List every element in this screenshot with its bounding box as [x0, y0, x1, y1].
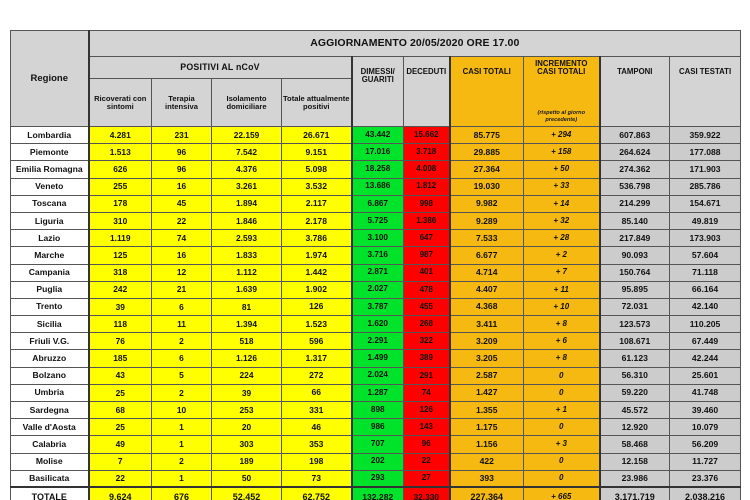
cell-totale-attualmente-positivi: 62.752	[282, 487, 352, 500]
cell-regione: Liguria	[11, 212, 89, 229]
cell-terapia-intensiva: 74	[152, 230, 212, 247]
header-casi-totali	[450, 57, 524, 127]
cell-isolamento-domiciliare: 7.542	[212, 144, 282, 161]
cell-dimessi-guariti: 2.027	[352, 281, 404, 298]
cell-deceduti: 74	[404, 384, 450, 401]
table-row	[11, 402, 741, 419]
cell-incremento: + 33	[524, 178, 600, 195]
cell-regione: Sardegna	[11, 402, 89, 419]
cell-regione: Sicilia	[11, 316, 89, 333]
cell-casi-testati: 110.205	[670, 316, 741, 333]
cell-casi-totali: 4.368	[450, 298, 524, 315]
cell-terapia-intensiva: 1	[152, 419, 212, 436]
cell-incremento: 0	[524, 419, 600, 436]
cell-ricoverati: 4.281	[89, 127, 152, 144]
cell-dimessi-guariti: 43.442	[352, 127, 404, 144]
cell-totale-attualmente-positivi: 1.523	[282, 316, 352, 333]
cell-totale-attualmente-positivi: 9.151	[282, 144, 352, 161]
cell-casi-testati: 66.164	[670, 281, 741, 298]
table-row	[11, 230, 741, 247]
cell-isolamento-domiciliare: 253	[212, 402, 282, 419]
cell-tamponi: 123.573	[600, 316, 670, 333]
table-row	[11, 161, 741, 178]
cell-ricoverati: 43	[89, 367, 152, 384]
cell-dimessi-guariti: 1.620	[352, 316, 404, 333]
table-total-row	[11, 487, 741, 500]
cell-regione: Piemonte	[11, 144, 89, 161]
cell-tamponi: 12.920	[600, 419, 670, 436]
cell-totale-attualmente-positivi: 331	[282, 402, 352, 419]
cell-isolamento-domiciliare: 1.894	[212, 195, 282, 212]
cell-dimessi-guariti: 5.725	[352, 212, 404, 229]
cell-dimessi-guariti: 293	[352, 470, 404, 487]
cell-regione: Campania	[11, 264, 89, 281]
cell-isolamento-domiciliare: 1.394	[212, 316, 282, 333]
cell-terapia-intensiva: 6	[152, 350, 212, 367]
table-row	[11, 419, 741, 436]
cell-totale-attualmente-positivi: 1.974	[282, 247, 352, 264]
cell-incremento: + 7	[524, 264, 600, 281]
header-deceduti-label: DECEDUTI	[406, 66, 447, 76]
cell-totale-attualmente-positivi: 2.178	[282, 212, 352, 229]
cell-isolamento-domiciliare: 3.261	[212, 178, 282, 195]
cell-terapia-intensiva: 12	[152, 264, 212, 281]
cell-ricoverati: 68	[89, 402, 152, 419]
cell-tamponi: 264.624	[600, 144, 670, 161]
cell-deceduti: 126	[404, 402, 450, 419]
cell-casi-totali: 9.982	[450, 195, 524, 212]
cell-casi-totali: 3.209	[450, 333, 524, 350]
cell-dimessi-guariti: 3.716	[352, 247, 404, 264]
cell-totale-attualmente-positivi: 1.902	[282, 281, 352, 298]
cell-tamponi: 12.158	[600, 453, 670, 470]
cell-isolamento-domiciliare: 1.112	[212, 264, 282, 281]
cell-ricoverati: 1.119	[89, 230, 152, 247]
cell-terapia-intensiva: 2	[152, 384, 212, 401]
cell-isolamento-domiciliare: 1.846	[212, 212, 282, 229]
cell-terapia-intensiva: 2	[152, 333, 212, 350]
cell-deceduti: 998	[404, 195, 450, 212]
cell-regione: Puglia	[11, 281, 89, 298]
table-row	[11, 333, 741, 350]
cell-casi-totali: 1.156	[450, 436, 524, 453]
cell-casi-totali: 2.587	[450, 367, 524, 384]
cell-casi-testati: 2.038.216	[670, 487, 741, 500]
cell-deceduti: 32.330	[404, 487, 450, 500]
header-incremento-label: INCREMENTO CASI TOTALI	[535, 58, 588, 76]
cell-regione: Molise	[11, 453, 89, 470]
cell-isolamento-domiciliare: 81	[212, 298, 282, 315]
cell-incremento: + 294	[524, 127, 600, 144]
cell-casi-testati: 49.819	[670, 212, 741, 229]
cell-tamponi: 61.123	[600, 350, 670, 367]
cell-incremento: 0	[524, 470, 600, 487]
cell-ricoverati: 39	[89, 298, 152, 315]
cell-isolamento-domiciliare: 1.639	[212, 281, 282, 298]
cell-ricoverati: 185	[89, 350, 152, 367]
cell-totale-attualmente-positivi: 26.671	[282, 127, 352, 144]
cell-casi-totali: 4.407	[450, 281, 524, 298]
header-group-row	[11, 57, 741, 79]
cell-terapia-intensiva: 21	[152, 281, 212, 298]
cell-casi-totali: 1.355	[450, 402, 524, 419]
cell-tamponi: 3.171.719	[600, 487, 670, 500]
cell-incremento: + 3	[524, 436, 600, 453]
header-group-positivi: POSITIVI AL nCoV	[89, 57, 352, 79]
cell-dimessi-guariti: 1.287	[352, 384, 404, 401]
cell-isolamento-domiciliare: 2.593	[212, 230, 282, 247]
cell-incremento: 0	[524, 453, 600, 470]
cell-deceduti: 1.812	[404, 178, 450, 195]
table-row	[11, 470, 741, 487]
table-row	[11, 212, 741, 229]
cell-casi-testati: 177.088	[670, 144, 741, 161]
cell-deceduti: 268	[404, 316, 450, 333]
cell-totale-attualmente-positivi: 73	[282, 470, 352, 487]
cell-casi-testati: 11.727	[670, 453, 741, 470]
cell-terapia-intensiva: 45	[152, 195, 212, 212]
covid-regions-table	[10, 30, 741, 500]
cell-terapia-intensiva: 16	[152, 178, 212, 195]
cell-tamponi: 536.798	[600, 178, 670, 195]
cell-terapia-intensiva: 22	[152, 212, 212, 229]
table-row	[11, 367, 741, 384]
header-title-row	[11, 31, 741, 57]
cell-incremento: + 665	[524, 487, 600, 500]
cell-dimessi-guariti: 2.024	[352, 367, 404, 384]
cell-regione: Friuli V.G.	[11, 333, 89, 350]
cell-casi-totali: 227.364	[450, 487, 524, 500]
cell-totale-attualmente-positivi: 3.532	[282, 178, 352, 195]
cell-ricoverati: 1.513	[89, 144, 152, 161]
cell-deceduti: 291	[404, 367, 450, 384]
cell-terapia-intensiva: 2	[152, 453, 212, 470]
cell-casi-testati: 359.922	[670, 127, 741, 144]
cell-casi-totali: 1.427	[450, 384, 524, 401]
cell-deceduti: 389	[404, 350, 450, 367]
header-incremento-note: (rispetto al giorno precedente)	[537, 109, 586, 123]
cell-isolamento-domiciliare: 20	[212, 419, 282, 436]
cell-tamponi: 72.031	[600, 298, 670, 315]
cell-deceduti: 15.662	[404, 127, 450, 144]
cell-casi-testati: 39.460	[670, 402, 741, 419]
cell-casi-testati: 10.079	[670, 419, 741, 436]
cell-ricoverati: 49	[89, 436, 152, 453]
cell-incremento: + 50	[524, 161, 600, 178]
cell-terapia-intensiva: 231	[152, 127, 212, 144]
table-row	[11, 298, 741, 315]
cell-terapia-intensiva: 96	[152, 161, 212, 178]
cell-casi-testati: 57.604	[670, 247, 741, 264]
cell-regione: Basilicata	[11, 470, 89, 487]
cell-deceduti: 22	[404, 453, 450, 470]
cell-casi-totali: 393	[450, 470, 524, 487]
cell-dimessi-guariti: 3.787	[352, 298, 404, 315]
table-row	[11, 247, 741, 264]
cell-casi-testati: 42.244	[670, 350, 741, 367]
table-row	[11, 127, 741, 144]
cell-tamponi: 108.671	[600, 333, 670, 350]
header-deceduti	[404, 57, 450, 127]
cell-isolamento-domiciliare: 189	[212, 453, 282, 470]
cell-tamponi: 214.299	[600, 195, 670, 212]
header-casi-testati	[670, 57, 741, 127]
cell-totale-attualmente-positivi: 2.117	[282, 195, 352, 212]
cell-deceduti: 4.008	[404, 161, 450, 178]
cell-terapia-intensiva: 16	[152, 247, 212, 264]
header-isolamento-domiciliare: Isolamento domiciliare	[212, 79, 282, 127]
cell-terapia-intensiva: 96	[152, 144, 212, 161]
cell-deceduti: 647	[404, 230, 450, 247]
cell-regione: Toscana	[11, 195, 89, 212]
cell-ricoverati: 22	[89, 470, 152, 487]
cell-totale-attualmente-positivi: 272	[282, 367, 352, 384]
cell-deceduti: 987	[404, 247, 450, 264]
cell-totale-attualmente-positivi: 1.442	[282, 264, 352, 281]
table-row	[11, 436, 741, 453]
cell-incremento: + 14	[524, 195, 600, 212]
cell-deceduti: 96	[404, 436, 450, 453]
cell-casi-testati: 23.376	[670, 470, 741, 487]
cell-dimessi-guariti: 202	[352, 453, 404, 470]
header-terapia-intensiva: Terapia intensiva	[152, 79, 212, 127]
cell-regione: Umbria	[11, 384, 89, 401]
cell-regione: Valle d'Aosta	[11, 419, 89, 436]
cell-isolamento-domiciliare: 39	[212, 384, 282, 401]
cell-dimessi-guariti: 707	[352, 436, 404, 453]
cell-deceduti: 478	[404, 281, 450, 298]
cell-dimessi-guariti: 3.100	[352, 230, 404, 247]
cell-regione: Abruzzo	[11, 350, 89, 367]
cell-incremento: + 32	[524, 212, 600, 229]
table-row	[11, 195, 741, 212]
cell-ricoverati: 178	[89, 195, 152, 212]
cell-totale-attualmente-positivi: 3.786	[282, 230, 352, 247]
cell-tamponi: 217.849	[600, 230, 670, 247]
cell-incremento: + 1	[524, 402, 600, 419]
cell-dimessi-guariti: 6.867	[352, 195, 404, 212]
cell-regione: Emilia Romagna	[11, 161, 89, 178]
cell-regione: Bolzano	[11, 367, 89, 384]
cell-dimessi-guariti: 18.258	[352, 161, 404, 178]
cell-casi-testati: 173.903	[670, 230, 741, 247]
cell-casi-totali: 19.030	[450, 178, 524, 195]
cell-dimessi-guariti: 2.291	[352, 333, 404, 350]
header-update-title: AGGIORNAMENTO 20/05/2020 ORE 17.00	[89, 31, 741, 57]
cell-terapia-intensiva: 11	[152, 316, 212, 333]
cell-casi-testati: 154.671	[670, 195, 741, 212]
cell-dimessi-guariti: 13.686	[352, 178, 404, 195]
cell-regione: Veneto	[11, 178, 89, 195]
cell-dimessi-guariti: 132.282	[352, 487, 404, 500]
header-totale-attualmente-positivi: Totale attualmente positivi	[282, 79, 352, 127]
cell-isolamento-domiciliare: 22.159	[212, 127, 282, 144]
cell-casi-testati: 25.601	[670, 367, 741, 384]
cell-casi-testati: 285.786	[670, 178, 741, 195]
cell-casi-totali: 422	[450, 453, 524, 470]
cell-tamponi: 274.362	[600, 161, 670, 178]
cell-ricoverati: 242	[89, 281, 152, 298]
cell-deceduti: 1.386	[404, 212, 450, 229]
cell-casi-testati: 67.449	[670, 333, 741, 350]
cell-isolamento-domiciliare: 1.833	[212, 247, 282, 264]
cell-dimessi-guariti: 2.871	[352, 264, 404, 281]
cell-regione: TOTALE	[11, 487, 89, 500]
cell-incremento: + 8	[524, 350, 600, 367]
header-dimessi-label: DIMESSI/ GUARITI	[360, 66, 395, 84]
cell-ricoverati: 626	[89, 161, 152, 178]
cell-incremento: + 28	[524, 230, 600, 247]
cell-terapia-intensiva: 10	[152, 402, 212, 419]
cell-casi-testati: 171.903	[670, 161, 741, 178]
cell-ricoverati: 25	[89, 384, 152, 401]
table-header	[11, 31, 741, 127]
cell-tamponi: 85.140	[600, 212, 670, 229]
cell-regione: Marche	[11, 247, 89, 264]
cell-tamponi: 95.895	[600, 281, 670, 298]
cell-casi-totali: 4.714	[450, 264, 524, 281]
cell-deceduti: 3.718	[404, 144, 450, 161]
cell-totale-attualmente-positivi: 46	[282, 419, 352, 436]
cell-casi-testati: 41.748	[670, 384, 741, 401]
cell-casi-totali: 6.677	[450, 247, 524, 264]
cell-ricoverati: 318	[89, 264, 152, 281]
cell-casi-totali: 3.411	[450, 316, 524, 333]
cell-casi-totali: 3.205	[450, 350, 524, 367]
cell-incremento: + 2	[524, 247, 600, 264]
cell-tamponi: 58.468	[600, 436, 670, 453]
header-casi-testati-label: CASI TESTATI	[678, 66, 732, 76]
table-row	[11, 384, 741, 401]
cell-incremento: + 6	[524, 333, 600, 350]
cell-ricoverati: 25	[89, 419, 152, 436]
cell-ricoverati: 9.624	[89, 487, 152, 500]
header-dimessi-guariti	[352, 57, 404, 127]
cell-casi-totali: 1.175	[450, 419, 524, 436]
cell-incremento: + 158	[524, 144, 600, 161]
cell-deceduti: 455	[404, 298, 450, 315]
cell-tamponi: 607.863	[600, 127, 670, 144]
cell-casi-totali: 9.289	[450, 212, 524, 229]
table-body	[11, 127, 741, 500]
cell-terapia-intensiva: 676	[152, 487, 212, 500]
cell-ricoverati: 125	[89, 247, 152, 264]
header-ricoverati: Ricoverati con sintomi	[89, 79, 152, 127]
cell-casi-testati: 42.140	[670, 298, 741, 315]
cell-isolamento-domiciliare: 303	[212, 436, 282, 453]
cell-isolamento-domiciliare: 518	[212, 333, 282, 350]
table-row	[11, 453, 741, 470]
cell-terapia-intensiva: 6	[152, 298, 212, 315]
cell-ricoverati: 255	[89, 178, 152, 195]
cell-totale-attualmente-positivi: 596	[282, 333, 352, 350]
cell-isolamento-domiciliare: 52.452	[212, 487, 282, 500]
cell-terapia-intensiva: 5	[152, 367, 212, 384]
cell-deceduti: 322	[404, 333, 450, 350]
table-row	[11, 350, 741, 367]
cell-regione: Trento	[11, 298, 89, 315]
table-row	[11, 144, 741, 161]
cell-tamponi: 59.220	[600, 384, 670, 401]
cell-dimessi-guariti: 17.016	[352, 144, 404, 161]
cell-isolamento-domiciliare: 4.376	[212, 161, 282, 178]
cell-dimessi-guariti: 898	[352, 402, 404, 419]
cell-incremento: + 11	[524, 281, 600, 298]
cell-casi-totali: 27.364	[450, 161, 524, 178]
cell-isolamento-domiciliare: 1.126	[212, 350, 282, 367]
cell-isolamento-domiciliare: 50	[212, 470, 282, 487]
cell-totale-attualmente-positivi: 353	[282, 436, 352, 453]
cell-casi-totali: 85.775	[450, 127, 524, 144]
cell-tamponi: 23.986	[600, 470, 670, 487]
cell-totale-attualmente-positivi: 1.317	[282, 350, 352, 367]
cell-casi-totali: 29.885	[450, 144, 524, 161]
cell-tamponi: 56.310	[600, 367, 670, 384]
cell-casi-totali: 7.533	[450, 230, 524, 247]
cell-incremento: + 10	[524, 298, 600, 315]
cell-ricoverati: 7	[89, 453, 152, 470]
cell-dimessi-guariti: 986	[352, 419, 404, 436]
header-tamponi	[600, 57, 670, 127]
header-casi-totali-label: CASI TOTALI	[462, 66, 511, 76]
cell-deceduti: 401	[404, 264, 450, 281]
table-row	[11, 281, 741, 298]
cell-tamponi: 45.572	[600, 402, 670, 419]
header-tamponi-label: TAMPONI	[617, 66, 653, 76]
cell-casi-testati: 71.118	[670, 264, 741, 281]
cell-deceduti: 143	[404, 419, 450, 436]
table-row	[11, 316, 741, 333]
cell-deceduti: 27	[404, 470, 450, 487]
cell-totale-attualmente-positivi: 126	[282, 298, 352, 315]
table-row	[11, 178, 741, 195]
cell-regione: Lazio	[11, 230, 89, 247]
cell-dimessi-guariti: 1.499	[352, 350, 404, 367]
cell-regione: Calabria	[11, 436, 89, 453]
table-row	[11, 264, 741, 281]
cell-totale-attualmente-positivi: 66	[282, 384, 352, 401]
cell-incremento: 0	[524, 367, 600, 384]
cell-regione: Lombardia	[11, 127, 89, 144]
cell-ricoverati: 118	[89, 316, 152, 333]
cell-tamponi: 90.093	[600, 247, 670, 264]
cell-ricoverati: 76	[89, 333, 152, 350]
cell-terapia-intensiva: 1	[152, 436, 212, 453]
header-incremento	[524, 57, 600, 127]
cell-incremento: + 8	[524, 316, 600, 333]
cell-terapia-intensiva: 1	[152, 470, 212, 487]
header-regione: Regione	[11, 31, 89, 127]
cell-casi-testati: 56.209	[670, 436, 741, 453]
cell-incremento: 0	[524, 384, 600, 401]
cell-ricoverati: 310	[89, 212, 152, 229]
cell-totale-attualmente-positivi: 5.098	[282, 161, 352, 178]
cell-isolamento-domiciliare: 224	[212, 367, 282, 384]
cell-totale-attualmente-positivi: 198	[282, 453, 352, 470]
cell-tamponi: 150.764	[600, 264, 670, 281]
